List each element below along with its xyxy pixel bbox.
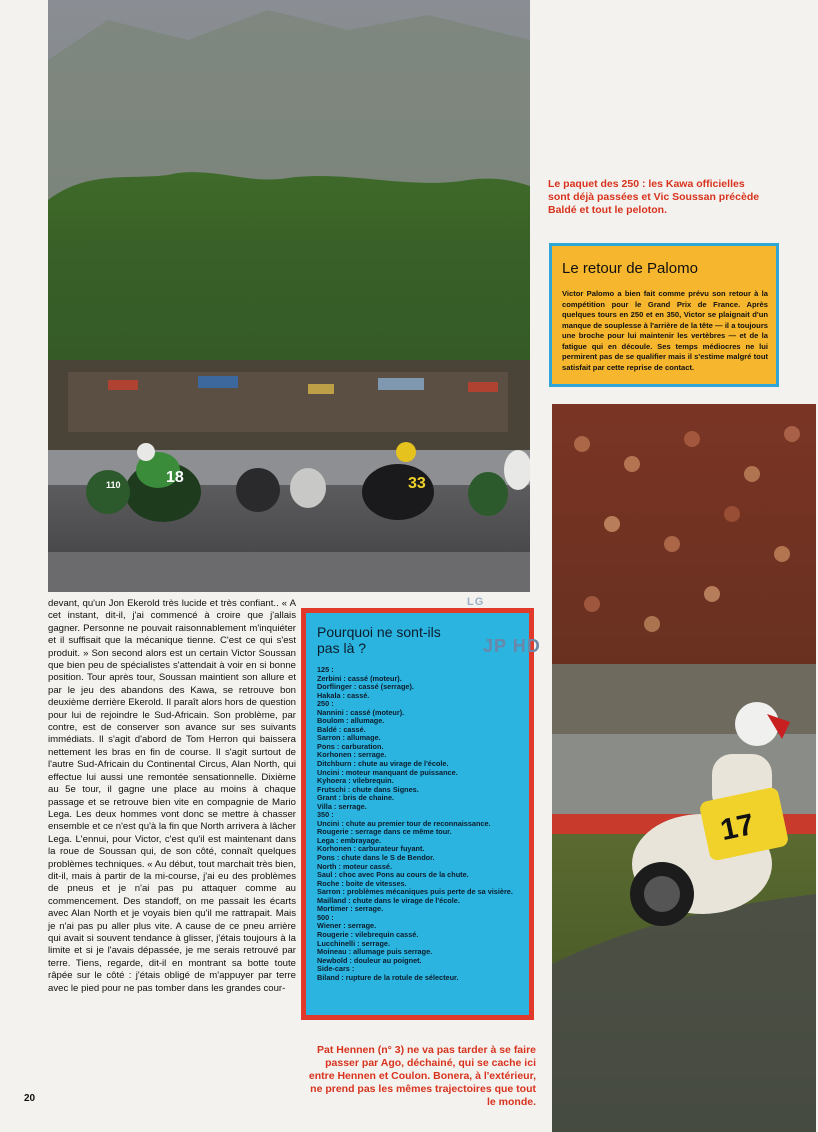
retirements-list: [317, 666, 521, 982]
retirement-entry: Baldé : cassé.: [317, 724, 366, 734]
retirement-entry: Korhonen : carburateur fuyant.: [317, 844, 425, 854]
retirement-entry: Pons : chute dans le S de Bendor.: [317, 853, 435, 863]
hennen-corner-photo: [552, 404, 816, 1132]
retirement-entry: Mailland : chute dans le virage de l'école.: [317, 895, 460, 905]
retirement-entry: Newbold : douleur au poignet.: [317, 955, 422, 965]
retirement-entry: Sarron : allumage.: [317, 733, 381, 743]
retirement-entry: Uncini : moteur manquant de puissance.: [317, 767, 458, 777]
retirement-entry: Side-cars :: [317, 964, 355, 974]
bottom-photo-caption: Pat Hennen (n° 3) ne va pas tarder à se faire passer par Ago, déchainé, qui se cache ici entre Hennen et Coulon. Bonera, à l'extérieur, ne prend pas les mêmes trajectoires que tout le monde.: [308, 1044, 536, 1108]
retirement-entry: Dorflinger : cassé (serrage).: [317, 682, 414, 692]
retirement-entry: Rougerie : vilebrequin cassé.: [317, 929, 419, 939]
watermark-top-text: LG: [467, 596, 485, 608]
retirement-entry: Boulom : allumage.: [317, 716, 385, 726]
retirement-entry: 125 :: [317, 665, 334, 674]
retirement-entry: 350 :: [317, 810, 334, 820]
palomo-sidebar-title: Le retour de Palomo: [562, 260, 698, 277]
retirement-entry: Zerbini : cassé (moteur).: [317, 673, 402, 683]
retirement-entry: Nannini : cassé (moteur).: [317, 707, 405, 717]
retirement-entry: Biland : rupture de la rotule de sélecteur.: [317, 972, 459, 982]
article-text: devant, qu'un Jon Ekerold très lucide et très confiant.. « A cet instant, dit-il, j'ai commencé à croire que j'allais gagner. Personne ne pouvait raisonnablement m'inquiéter et il suffisait que la mécanique tienne. C'est ce qui s'est produit. » Son second alors est un certain Victor Soussan que bien peu de spécialistes s'attendait à voir en si bonne position. Tour après tour, Soussan maintient son allure et par le jeu des abandons des Kawa, se retrouve bon deuxième derrière Ekerold. Il paraît alors hors de question pour lui de rejoindre le Sud-Africain. Son problème, par contre, est de conserver son avance sur ses suivants immédiats. Il s'agit d'abord de Tom Herron qui baissera nettement les bras en fin de course. Il s'agit surtout de l'autre Sud-Africain du Continental Circus, Alan North, qui effectue lui aussi une remontée sensationnelle. Dixième au 5e tour, il gagne une place au moins à chaque passage et se retrouve bien vite en compagnie de Mario Lega. Les deux hommes vont donc se mettre à chasser ensemble et ce n'est qu'à la fin que North arrivera à lâcher Lega. L'ennui, pour Victor, c'est qu'il est maintenant dans la roue de Soussan qui, de son côté, connaît quelques problèmes techniques. « Au début, tout marchait très bien, dit-il, mais à partir de la mi-course, j'ai eu des problèmes de pneus et je n'ai pas pu attaquer comme au commencement. Des standoff, on me passait les écarts avec Alan North et je voyais bien qu'il me rattrapait. Mais je n'ai pas pu aller plus vite. A cause de ce pneu arrière qui avait si souvent tendance à glisser, j'étais toujours à la limite et si je l'avais dépassée, je me serais retrouvé par terre. Tiens, regarde, dit-il en montrant sa botte toute râpée sur le côté : j'étais obligé de m'appuyer par terre avec le pied pour ne pas tomber dans les grandes cour-: [48, 598, 296, 994]
retirement-entry: Moineau : allumage puis serrage.: [317, 947, 433, 957]
retirement-entry: 500 :: [317, 912, 334, 922]
article-column: [48, 598, 296, 995]
retirement-entry: Sarron : problèmes mécaniques puis perte de sa visière.: [317, 887, 513, 897]
retirement-entry: Rougerie : serrage dans ce même tour.: [317, 827, 452, 837]
retirement-entry: 250 :: [317, 699, 334, 709]
race-number: 110: [106, 480, 121, 490]
retirement-entry: Wiener : serrage.: [317, 921, 377, 931]
retirement-entry: Hakala : cassé.: [317, 690, 370, 700]
retirement-entry: Grant : bris de chaine.: [317, 793, 395, 803]
retirement-entry: Pons : carburation.: [317, 741, 384, 751]
retirement-entry: Mortimer : serrage.: [317, 904, 384, 914]
race-pack-photo: [48, 0, 530, 592]
top-photo-caption: Le paquet des 250 : les Kawa officielles sont déjà passées et Vic Soussan précède Baldé et tout le peloton.: [548, 178, 760, 216]
watermark-text: JP HD: [483, 636, 541, 656]
retirement-entry: Lucchinelli : serrage.: [317, 938, 390, 948]
retirement-entry: Roche : boite de vitesses.: [317, 878, 407, 888]
retirement-entry: Ditchburn : chute au virage de l'école.: [317, 759, 449, 769]
page-number: 20: [24, 1093, 36, 1104]
race-number: 18: [166, 469, 184, 486]
retirement-entry: Uncini : chute au premier tour de reconnaissance.: [317, 818, 491, 828]
retirement-entry: Saul : choc avec Pons au cours de la chute.: [317, 870, 469, 880]
retirements-box: [301, 608, 534, 1020]
palomo-sidebar: [549, 243, 779, 387]
retirement-entry: Korhonen : serrage.: [317, 750, 387, 760]
retirement-entry: Villa : serrage.: [317, 801, 367, 811]
retirement-entry: Kyhoera : vilebrequin.: [317, 776, 394, 786]
retirements-box-inner: [306, 613, 529, 1015]
retirement-entry: North : moteur cassé.: [317, 861, 393, 871]
race-number: 17: [717, 807, 758, 848]
palomo-sidebar-body: Victor Palomo a bien fait comme prévu son retour à la compétition pour le Grand Prix de France. Après quelques tours en 250 et en 350, Victor se plaignait d'un manque de souplesse à l'arrière de la tête — il a toujours une broche pour lui maintenir les vertèbres — et de la fatigue qui en découle. Ses temps médiocres ne lui permirent pas de se qualifier mais il s'estime malgré tout satisfait par cette reprise de contact.: [562, 289, 768, 372]
race-number: 33: [408, 475, 426, 492]
retirement-entry: Lega : embrayage.: [317, 835, 382, 845]
retirements-title: Pourquoi ne sont-ils pas là ?: [317, 624, 441, 656]
retirement-entry: Frutschi : chute dans Signes.: [317, 784, 419, 794]
